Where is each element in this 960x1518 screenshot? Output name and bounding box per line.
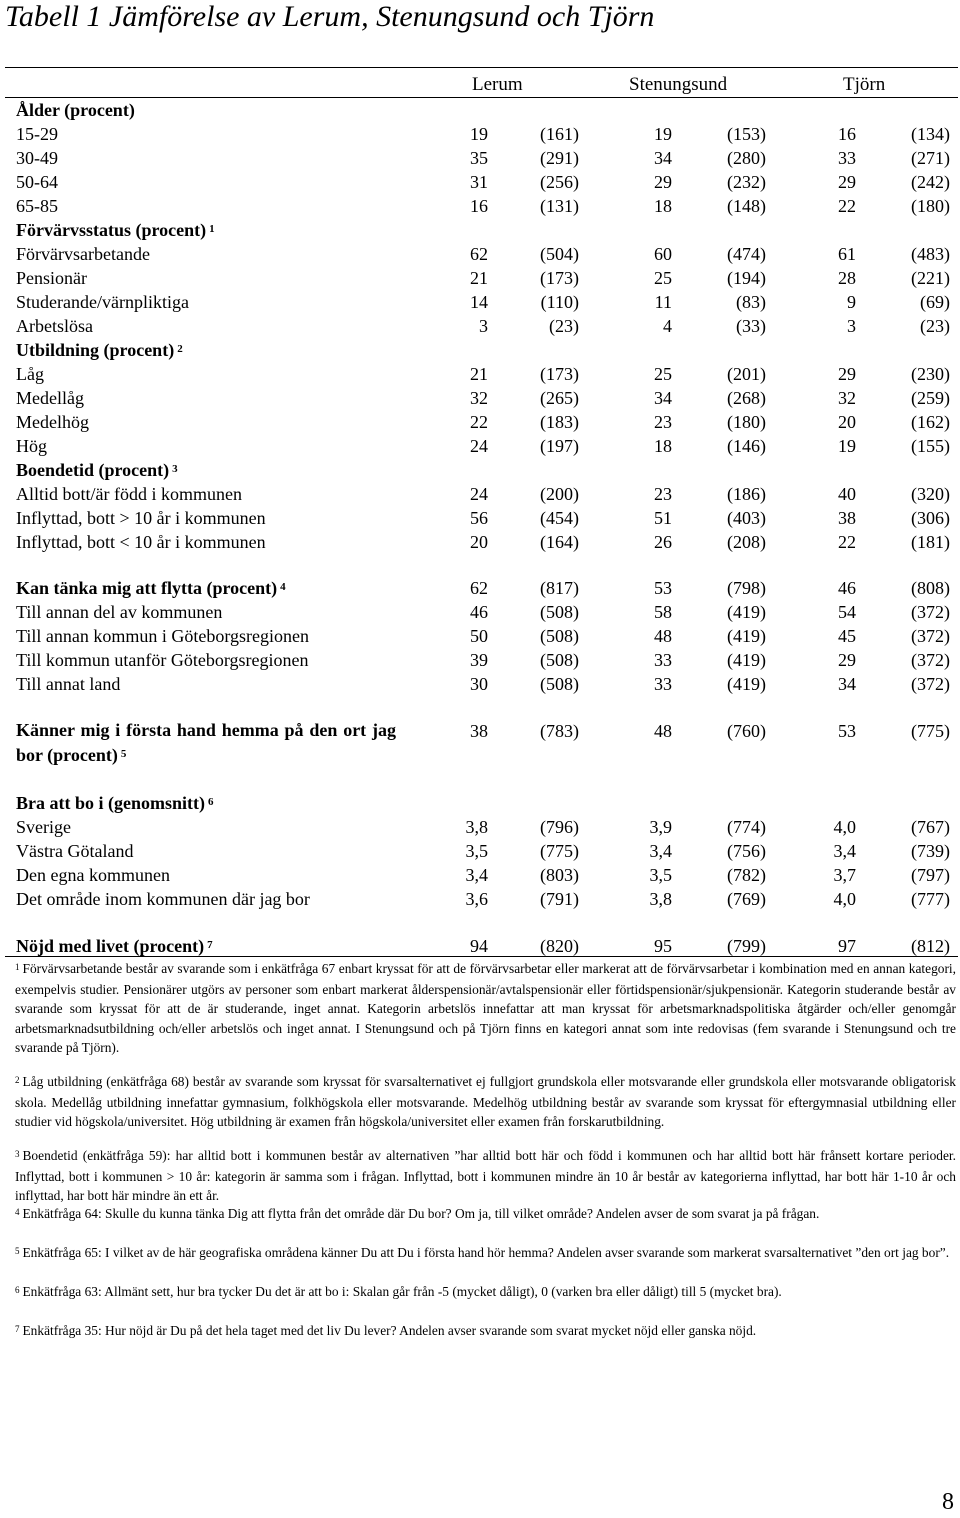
table-row [0,124,960,148]
cell-count: (508) [540,674,579,694]
cell-value: 9 [847,292,856,312]
row-label [16,244,150,265]
row-label-text: Den egna kommunen [16,865,170,885]
cell-value: 38 [838,508,856,528]
table-row [0,436,960,460]
table-row [0,388,960,412]
cell-count: (201) [727,364,766,384]
cell-value: 45 [838,626,856,646]
cell-value: 14 [470,292,488,312]
cell-count: (173) [540,268,579,288]
row-label [16,650,308,671]
cell-value: 29 [838,172,856,192]
footnote-ref: 1 [209,223,215,235]
cell-value: 3,7 [833,865,856,885]
cell-count: (146) [727,436,766,456]
row-label [16,626,309,647]
cell-count: (782) [727,865,766,885]
cell-value: 34 [838,674,856,694]
cell-count: (221) [911,268,950,288]
row-label [16,100,135,121]
cell-value: 94 [470,936,488,956]
cell-count: (33) [736,316,766,336]
cell-value: 39 [470,650,488,670]
cell-count: (180) [727,412,766,432]
table-row [0,268,960,292]
cell-count: (797) [911,865,950,885]
cell-count: (242) [911,172,950,192]
row-label-text: 15-29 [16,124,58,144]
cell-count: (508) [540,650,579,670]
row-label [16,172,58,193]
cell-value: 35 [470,148,488,168]
cell-value: 24 [470,484,488,504]
table-row [0,220,960,244]
row-label [16,220,215,241]
cell-value: 18 [654,196,672,216]
cell-value: 56 [470,508,488,528]
row-label [16,865,170,886]
cell-value: 34 [654,148,672,168]
cell-count: (183) [540,412,579,432]
cell-count: (372) [911,674,950,694]
footnote-text: Enkätfråga 63: Allmänt sett, hur bra tycker Du det är att bo i: Skalan går från -5 (mycket dåligt), 0 (varken bra eller dåligt) till 5 (mycket bra). [22,1284,782,1299]
cell-value: 95 [654,936,672,956]
cell-count: (268) [727,388,766,408]
cell-count: (208) [727,532,766,552]
cell-count: (508) [540,626,579,646]
cell-count: (760) [727,721,766,741]
table-title: Tabell 1 Jämförelse av Lerum, Stenungsund och Tjörn [5,0,655,33]
cell-value: 26 [654,532,672,552]
cell-value: 31 [470,172,488,192]
cell-value: 4,0 [833,889,856,909]
cell-count: (265) [540,388,579,408]
row-label-text: Inflyttad, bott > 10 år i kommunen [16,508,266,528]
cell-value: 3,6 [465,889,488,909]
cell-count: (419) [727,602,766,622]
cell-value: 3,5 [465,841,488,861]
row-label-text: Förvärvsarbetande [16,244,150,264]
table-row [0,100,960,124]
row-label [16,364,44,385]
cell-value: 29 [838,650,856,670]
row-label [16,412,89,433]
row-label [16,578,286,599]
cell-value: 48 [654,721,672,741]
row-label-text: Bra att bo i (genomsnitt) [16,793,205,813]
footnote-2 [15,1072,956,1132]
table-row [0,602,960,626]
cell-count: (173) [540,364,579,384]
top-rule [5,67,958,68]
cell-value: 33 [654,674,672,694]
footnote-3 [15,1146,956,1206]
table-row [0,793,960,817]
row-label-text: Kan tänka mig att flytta (procent) [16,578,278,598]
cell-value: 58 [654,602,672,622]
table-row [0,460,960,484]
cell-count: (817) [540,578,579,598]
cell-count: (419) [727,650,766,670]
cell-value: 62 [470,244,488,264]
cell-count: (280) [727,148,766,168]
cell-count: (774) [727,817,766,837]
cell-count: (23) [549,316,579,336]
cell-value: 46 [470,602,488,622]
cell-count: (148) [727,196,766,216]
column-header-lerum: Lerum [472,74,523,95]
table-row [0,196,960,220]
cell-value: 25 [654,364,672,384]
cell-count: (320) [911,484,950,504]
cell-count: (306) [911,508,950,528]
row-label-text: Medellåg [16,388,84,408]
cell-value: 20 [470,532,488,552]
row-label-text: Boendetid (procent) [16,460,170,480]
row-label-text: Ålder (procent) [16,100,135,120]
row-label-text: Till kommun utanför Göteborgsregionen [16,650,309,670]
table-row [0,172,960,196]
cell-value: 3,8 [465,817,488,837]
row-label [16,532,266,553]
row-label-text: Alltid bott/är född i kommunen [16,484,242,504]
cell-value: 53 [838,721,856,741]
cell-count: (256) [540,172,579,192]
cell-value: 20 [838,412,856,432]
row-label [16,674,120,695]
cell-value: 51 [654,508,672,528]
cell-count: (454) [540,508,579,528]
row-label-text: Studerande/värnpliktiga [16,292,189,312]
table-row [0,412,960,436]
footnote-ref: 6 [207,796,214,808]
cell-count: (232) [727,172,766,192]
cell-value: 33 [838,148,856,168]
cell-count: (83) [736,292,766,312]
footnote-text: Förvärvsarbetande består av svarande som i enkätfråga 67 enbart kryssat för att de förvärvsarbetar eller markerat att de förvärvsarbetar i kombination med en annan kategori, exempelvis studier. Pensionärer utgörs av personer som enbart markerat ålderspensionär/avtalspensionär eller förtidspensionär/sjukpensionär. Kategorin studerande består av svarande som kryssat för att de är studerande, inget annat. Kategorin arbetslös innefattar att man kryssat för arbetsmarknadspolitiska åtgärder och/eller genomgår arbetsmarknadsutbildning och/eller arbetslös och inget annat. I Stenungsund och på Tjörn finns en kategori annat som inte redovisas (fem svarande i Stenungsund och tre svarande på Tjörn). [15,961,956,1055]
cell-value: 29 [838,364,856,384]
row-label [16,316,93,337]
footnote-4 [15,1204,956,1225]
table-row [0,244,960,268]
row-label [16,196,58,217]
cell-count: (155) [911,436,950,456]
row-label-text: Det område inom kommunen där jag bor [16,889,310,909]
cell-value: 3,5 [649,865,672,885]
cell-value: 30 [470,674,488,694]
footnote-ref: 2 [177,343,183,355]
cell-count: (181) [911,532,950,552]
footnote-number: 1 [15,962,20,972]
cell-value: 3 [479,316,488,336]
cell-count: (186) [727,484,766,504]
cell-value: 40 [838,484,856,504]
footnote-ref: 7 [207,939,213,951]
table-row [0,364,960,388]
row-label [16,936,213,957]
row-label-text: Sverige [16,817,71,837]
cell-count: (200) [540,484,579,504]
footnote-rule [5,956,958,957]
table-row [0,148,960,172]
cell-count: (131) [540,196,579,216]
footnote-number: 2 [15,1075,20,1085]
footnote-number: 5 [15,1246,20,1256]
cell-value: 4 [663,316,672,336]
table-row [0,508,960,532]
cell-count: (777) [911,889,950,909]
cell-count: (194) [727,268,766,288]
cell-count: (259) [911,388,950,408]
row-label [16,793,213,814]
table-row [0,484,960,508]
cell-value: 62 [470,578,488,598]
cell-value: 23 [654,412,672,432]
footnote-number: 3 [15,1149,20,1159]
cell-count: (419) [727,674,766,694]
cell-value: 48 [654,626,672,646]
row-label-text: 50-64 [16,172,58,192]
footnote-ref: 3 [172,463,178,475]
row-label [16,841,133,862]
table-row [0,817,960,841]
cell-value: 19 [838,436,856,456]
cell-value: 16 [838,124,856,144]
cell-value: 22 [838,196,856,216]
cell-count: (803) [540,865,579,885]
row-label [16,148,58,169]
row-label [16,436,47,457]
table-row [0,889,960,913]
cell-value: 25 [654,268,672,288]
cell-count: (69) [920,292,950,312]
row-label [16,889,310,910]
row-label [16,817,71,838]
cell-count: (180) [911,196,950,216]
footnote-text: Enkätfråga 65: I vilket av de här geografiska områdena känner Du att Du i första hand hör hemma? Andelen avser svarande som markerat svarsalternativet ”den ort jag bor”. [22,1245,950,1260]
table-row [0,865,960,889]
row-label [16,508,266,529]
cell-value: 3,9 [649,817,672,837]
cell-count: (775) [911,721,950,741]
cell-value: 11 [654,292,672,312]
footnote-7 [15,1321,956,1342]
row-label-text: 30-49 [16,148,58,168]
cell-value: 28 [838,268,856,288]
cell-count: (372) [911,626,950,646]
row-label [16,388,84,409]
cell-value: 53 [654,578,672,598]
footnote-number: 4 [15,1207,20,1217]
footnote-5 [15,1243,956,1264]
cell-value: 19 [470,124,488,144]
cell-value: 54 [838,602,856,622]
cell-count: (756) [727,841,766,861]
cell-count: (134) [911,124,950,144]
footnote-6 [15,1282,956,1303]
footnote-text: Boendetid (enkätfråga 59): har alltid bott i kommunen består av alternativen ”har alltid bott här och född i kommunen och har alltid bott här frånsett kortare perioder. Inflyttad, bott i kommunen > 10 år: kategorin är samma som i frågan. Inflyttad, bott i kommunen mindre än 10 år består av kategorierna inflyttad, har bott här 1-10 år och inflyttad, har bott här mindre än ett år. [15,1148,956,1204]
row-label [16,292,189,313]
cell-value: 22 [838,532,856,552]
row-label [16,484,242,505]
cell-value: 46 [838,578,856,598]
cell-value: 18 [654,436,672,456]
cell-value: 32 [470,388,488,408]
cell-count: (483) [911,244,950,264]
row-label-text: Inflyttad, bott < 10 år i kommunen [16,532,266,552]
cell-value: 19 [654,124,672,144]
table-row [0,626,960,650]
footnote-1 [15,959,956,1057]
cell-value: 32 [838,388,856,408]
row-label-text: Hög [16,436,47,456]
cell-count: (291) [540,148,579,168]
cell-value: 38 [470,721,488,741]
row-label-text: Utbildning (procent) [16,340,175,360]
table-row [0,674,960,698]
column-header-stenungsund: Stenungsund [629,74,728,95]
row-label [16,340,183,361]
cell-count: (164) [540,532,579,552]
table-row [0,316,960,340]
cell-count: (474) [727,244,766,264]
cell-count: (783) [540,721,579,741]
table-row [0,841,960,865]
row-label-text: Känner mig i första hand hemma på den ort jag bor (procent) [16,720,396,765]
footnote-text: Enkätfråga 35: Hur nöjd är Du på det hela taget med det liv Du lever? Andelen avser svarande som svarat mycket nöjd eller ganska nöjd. [22,1323,757,1338]
footnote-number: 7 [15,1324,20,1334]
cell-count: (798) [727,578,766,598]
page-number: 8 [942,1489,954,1515]
footnote-ref: 5 [120,748,127,760]
cell-value: 3 [847,316,856,336]
cell-count: (161) [540,124,579,144]
cell-count: (197) [540,436,579,456]
cell-value: 61 [838,244,856,264]
row-label-text: Västra Götaland [16,841,134,861]
cell-count: (791) [540,889,579,909]
row-label-text: Pensionär [16,268,87,288]
cell-count: (799) [727,936,766,956]
cell-count: (808) [911,578,950,598]
row-label [16,460,178,481]
footnote-text: Enkätfråga 64: Skulle du kunna tänka Dig att flytta från det område där Du bor? Om ja, till vilket område? Andelen avser de som svarat ja på frågan. [22,1206,820,1221]
cell-value: 21 [470,268,488,288]
table-row [0,650,960,674]
row-label-hemma [16,718,396,771]
cell-count: (504) [540,244,579,264]
cell-count: (153) [727,124,766,144]
cell-count: (767) [911,817,950,837]
cell-value: 4,0 [833,817,856,837]
row-label [16,268,87,289]
cell-value: 50 [470,626,488,646]
row-label-text: Förvärvsstatus (procent) [16,220,207,240]
row-label-text: Medelhög [16,412,89,432]
cell-count: (403) [727,508,766,528]
cell-value: 33 [654,650,672,670]
cell-count: (419) [727,626,766,646]
cell-value: 29 [654,172,672,192]
cell-count: (820) [540,936,579,956]
cell-count: (271) [911,148,950,168]
cell-value: 60 [654,244,672,264]
row-label-text: Till annan del av kommunen [16,602,223,622]
cell-value: 23 [654,484,672,504]
table-row [0,532,960,556]
cell-value: 22 [470,412,488,432]
column-header-tjorn: Tjörn [843,74,886,95]
cell-value: 16 [470,196,488,216]
cell-count: (162) [911,412,950,432]
cell-count: (230) [911,364,950,384]
cell-value: 3,4 [833,841,856,861]
cell-count: (23) [920,316,950,336]
row-label [16,602,222,623]
row-label-text: 65-85 [16,196,58,216]
table-row [0,340,960,364]
table-row [0,578,960,602]
row-label-text: Låg [16,364,44,384]
footnote-ref: 4 [280,581,286,593]
row-label [16,124,58,145]
row-label-text: Till annat land [16,674,121,694]
row-label-text: Till annan kommun i Göteborgsregionen [16,626,309,646]
row-label-text: Arbetslösa [16,316,93,336]
cell-count: (110) [540,292,579,312]
cell-value: 34 [654,388,672,408]
cell-count: (508) [540,602,579,622]
cell-count: (739) [911,841,950,861]
header-rule [5,97,958,98]
cell-count: (372) [911,602,950,622]
cell-value: 24 [470,436,488,456]
cell-value: 3,8 [649,889,672,909]
table-row [0,292,960,316]
footnote-text: Låg utbildning (enkätfråga 68) består av svarande som kryssat för svarsalternativet ej fullgjort grundskola eller motsvarande eller grundskola eller motsvarande obligatorisk skola. Medellåg utbildning innefattar gymnasium, folkhögskola eller motsvarande. Medelhög utbildning består av svarande som kryssat för eftergymnasial utbildning eller studier vid högskola/universitet. Hög utbildning är examen från högskola/universitet eller examen från forskarutbildning. [15,1074,956,1130]
cell-value: 3,4 [649,841,672,861]
cell-value: 21 [470,364,488,384]
cell-count: (372) [911,650,950,670]
row-label-text: Nöjd med livet (procent) [16,936,205,956]
cell-count: (775) [540,841,579,861]
footnote-number: 6 [15,1285,20,1295]
cell-count: (796) [540,817,579,837]
cell-count: (812) [911,936,950,956]
cell-count: (769) [727,889,766,909]
cell-value: 97 [838,936,856,956]
cell-value: 3,4 [465,865,488,885]
